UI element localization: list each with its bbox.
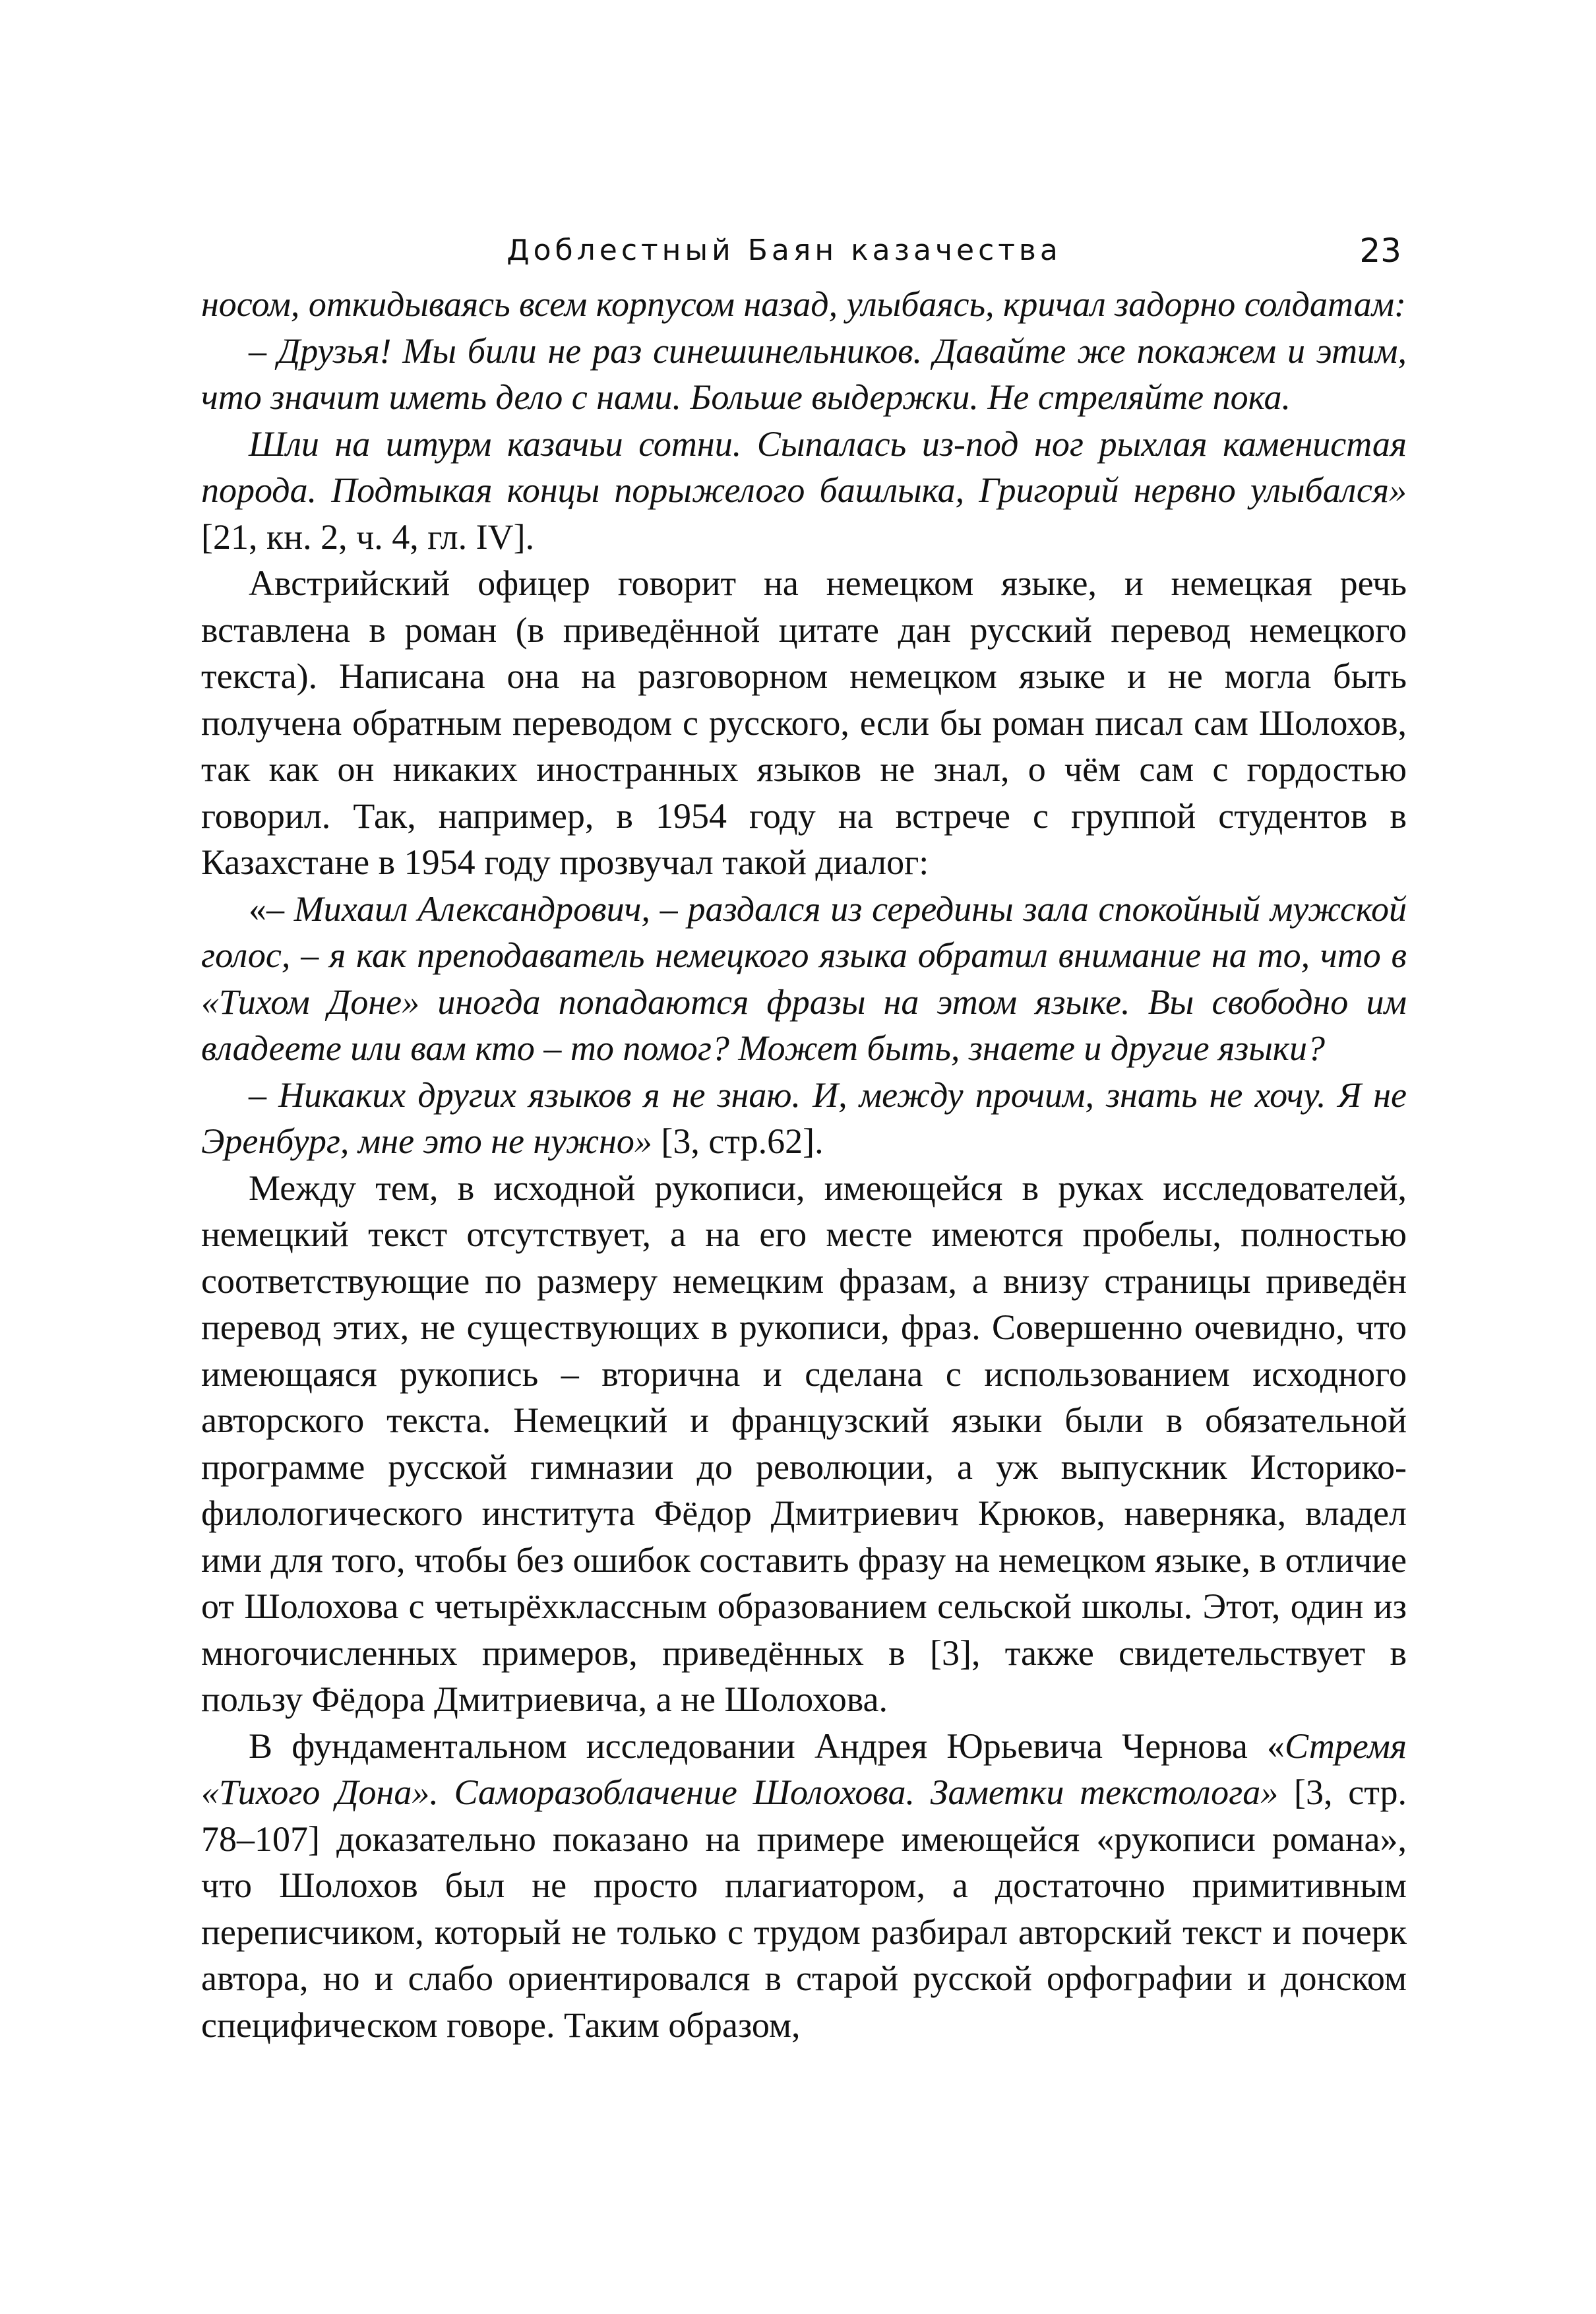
running-header [201,224,1407,277]
italic-text: – Никаких других языков я не знаю. И, между прочим, знать не хочу. Я не Эренбург, мне это не нужно» [201,1075,1407,1161]
citation: [21, кн. 2, ч. 4, гл. IV]. [201,516,535,557]
citation: [3, стр.62]. [652,1121,824,1161]
paragraph [201,328,1407,421]
paragraph [201,421,1407,561]
paragraph [201,1165,1407,1723]
paragraph [201,1072,1407,1165]
page-number: 23 [1359,232,1401,270]
italic-text: – Друзья! Мы били не раз синешинельников. Давайте же покажем и этим, что значит иметь дело с нами. Больше выдержки. Не стреляйте пока. [201,330,1407,417]
roman-text: [3, стр. 78–107] доказательно показано на примере имеющейся «рукописи романа», что Шолохов был не просто плагиатором, а достаточно примитивным переписчиком, который не только с трудом разбирал авторский текст и почерк автора, но и слабо ориентировался в старой русской орфографии и донском специфическом говоре. Таким образом, [201,1772,1407,2045]
roman-text: В фундаментальном исследовании Андрея Юрьевича Чернова « [249,1726,1285,1766]
roman-text: Между тем, в исходной рукописи, имеющейся в руках исследователей, немецкий текст отсутствует, а на его месте имеются пробелы, полностью соответствующие по размеру немецким фразам, а внизу страницы приведён перевод этих, не существующих в рукописи, фраз. Совершенно очевидно, что имеющаяся рукопись – вторична и сделана с использованием исходного авторского текста. Немецкий и французский языки были в обязательной программе русской гимназии до революции, а уж выпускник Историко-филологического института Фёдор Дмитриевич Крюков, наверняка, владел ими для того, чтобы без ошибок составить фразу на немецком языке, в отличие от Шолохова с четырёхклассным образованием сельской школы. Этот, один из многочисленных примеров, приведённых в [3], также свидетельствует в пользу Фёдора Дмитриевича, а не Шолохова. [201,1168,1407,1719]
italic-text: носом, откидываясь всем корпусом назад, улыбаясь, кричал задорно солдатам: [201,284,1407,324]
running-title: Доблестный Баян казачества [506,234,1062,267]
paragraph [201,886,1407,1072]
paragraph [201,560,1407,886]
roman-text: Австрийский офицер говорит на немецком языке, и немецкая речь вставлена в роман (в приведённой цитате дан русский перевод немецкого текста). Написана она на разговорном немецком языке и не могла быть получена обратным переводом с русского, если бы роман писал сам Шолохов, так как он никаких иностранных языков не знал, о чём сам с гордостью говорил. Так, например, в 1954 году на встрече с группой студентов в Казахстане в 1954 году прозвучал такой диалог: [201,563,1407,882]
italic-text: – Михаил Александрович, – раздался из середины зала спокойный мужской голос, – я как преподаватель немецкого языка обратил внимание на то, что в «Тихом Доне» иногда попадаются фразы на этом языке. Вы свободно им владеете или вам кто – то помог? Может быть, знаете и другие языки? [201,889,1407,1068]
open-quote: « [249,889,266,929]
italic-text: Шли на штурм казачьи сотни. Сыпалась из-под ног рыхлая каменистая порода. Подтыкая концы порыжелого башлыка, Григорий нервно улыбался» [201,423,1407,510]
paragraph [201,281,1407,328]
body-text [201,281,1407,2048]
paragraph [201,1723,1407,2049]
book-page [201,224,1407,2048]
book-title: Стремя «Тихого Дона». Саморазоблачение Шолохова. Заметки текстолога» [201,1726,1407,1812]
